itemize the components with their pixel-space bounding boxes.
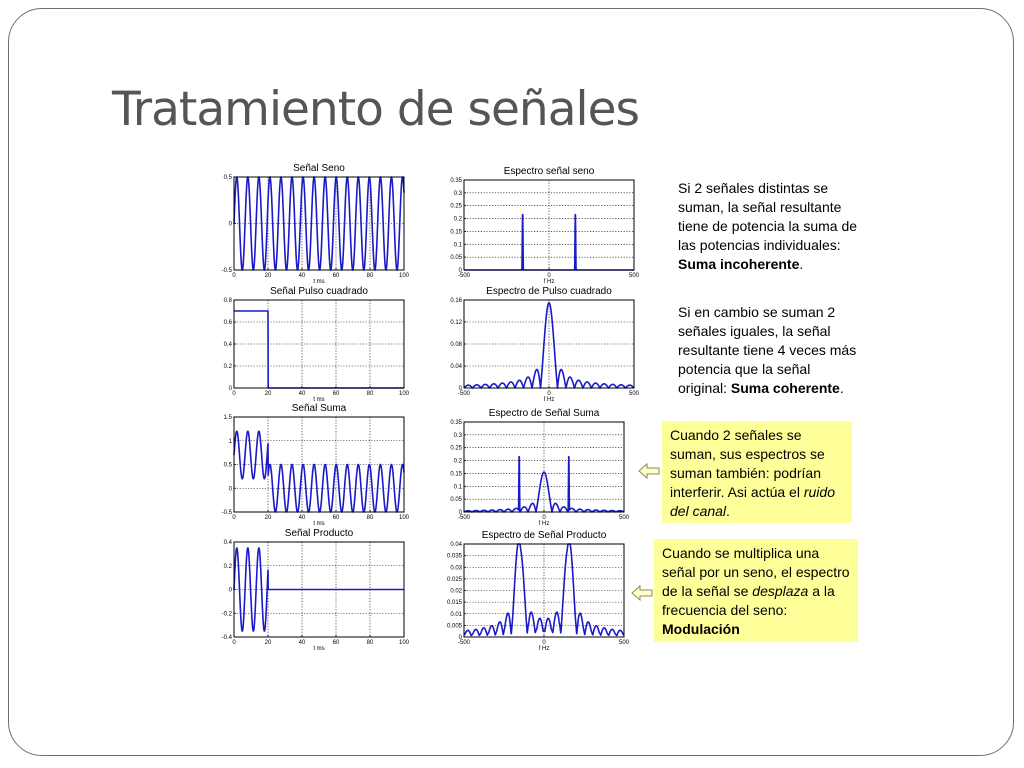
chart-title: Espectro de Señal Producto — [481, 530, 607, 541]
x-tick-label: 0 — [547, 391, 551, 397]
y-tick-label: 0.04 — [450, 542, 462, 548]
x-tick-label: -500 — [457, 391, 471, 397]
chart-grid — [234, 300, 404, 388]
y-tick-label: 0.005 — [446, 623, 462, 630]
x-tick-label: 0 — [232, 640, 236, 646]
y-tick-label: 0.05 — [450, 497, 462, 504]
y-tick-label: 0.2 — [453, 458, 462, 465]
x-tick-label: 80 — [366, 391, 374, 397]
product-callout-bold: Modulación — [662, 621, 740, 637]
y-tick-label: 0 — [458, 268, 462, 274]
y-tick-label: 0.3 — [453, 432, 462, 439]
x-tick-label: 100 — [398, 640, 410, 646]
y-tick-label: 0.8 — [223, 298, 232, 304]
y-tick-label: 0.6 — [223, 320, 232, 326]
x-tick-label: -500 — [457, 515, 471, 521]
y-tick-label: 0 — [228, 587, 232, 594]
y-tick-label: 0.015 — [446, 600, 462, 607]
chart-title: Espectro de Señal Suma — [488, 408, 600, 419]
y-tick-label: 0.035 — [446, 553, 462, 560]
y-tick-label: 0.2 — [223, 364, 232, 370]
x-tick-label: 500 — [618, 640, 630, 646]
x-tick-label: 0 — [232, 515, 236, 521]
series-line-suma — [234, 431, 404, 512]
y-tick-label: 0.35 — [450, 178, 462, 184]
x-tick-label: 100 — [398, 273, 410, 279]
x-tick-label: 40 — [298, 391, 306, 397]
y-tick-label: 0.2 — [223, 563, 232, 570]
y-tick-label: 0.15 — [450, 471, 462, 478]
y-tick-label: 0.03 — [450, 565, 462, 572]
chart-title: Espectro señal seno — [503, 166, 595, 177]
y-tick-label: 0.25 — [450, 203, 462, 210]
x-tick-label: 40 — [298, 515, 306, 521]
x-tick-label: 20 — [264, 273, 272, 279]
product-callout-italic: desplaza — [752, 583, 809, 599]
x-axis-label: t ms — [313, 646, 325, 652]
y-tick-label: 0.25 — [450, 445, 462, 452]
plot-spectrum-product — [440, 527, 640, 652]
y-tick-label: 0.15 — [450, 229, 462, 236]
y-tick-label: -0.5 — [221, 510, 232, 516]
y-tick-label: 0.5 — [223, 175, 232, 181]
coherent-sum-body: Si en cambio se suman 2 señales iguales, la señal resultante tiene 4 veces más potencia que la señal original: — [678, 304, 857, 396]
left-arrow-icon — [638, 462, 660, 480]
y-tick-label: 0.08 — [450, 342, 462, 348]
y-tick-label: -0.5 — [221, 268, 232, 274]
y-tick-label: 0.025 — [446, 576, 462, 583]
y-tick-label: 0 — [458, 635, 462, 641]
y-tick-label: 0.04 — [450, 364, 462, 370]
y-tick-label: 0.35 — [450, 420, 462, 426]
x-axis-label: t ms — [313, 397, 325, 403]
y-tick-label: 0.4 — [223, 342, 232, 348]
chart-grid — [464, 300, 634, 388]
y-tick-label: 0.1 — [453, 242, 462, 249]
x-axis-label: f Hz — [538, 646, 550, 652]
y-tick-label: 0 — [458, 510, 462, 516]
x-tick-label: 100 — [398, 391, 410, 397]
x-axis-label: f Hz — [543, 397, 555, 403]
plot-pulse — [210, 283, 420, 403]
chart-title: Señal Seno — [293, 163, 345, 174]
chart-title: Espectro de Pulso cuadrado — [486, 286, 612, 297]
y-tick-label: 0 — [228, 221, 232, 228]
plot-sine — [210, 160, 420, 285]
x-tick-label: 60 — [332, 273, 340, 279]
sum-callout — [662, 421, 852, 523]
y-tick-label: 1.5 — [223, 415, 232, 421]
y-tick-label: 0.12 — [450, 320, 462, 326]
product-callout-body-a: Cuando se multiplica una señal por un seno, el espectro de la señal se — [662, 545, 850, 599]
series-line-pulso — [234, 311, 404, 388]
y-tick-label: -0.4 — [221, 635, 232, 641]
y-tick-label: 0.2 — [453, 216, 462, 223]
y-tick-label: 0.01 — [450, 611, 462, 618]
coherent-sum-text — [678, 303, 858, 398]
chart-grid — [464, 422, 624, 512]
x-tick-label: 20 — [264, 391, 272, 397]
x-axis-label: t ms — [313, 521, 325, 527]
x-axis-label: f Hz — [538, 521, 550, 527]
coherent-sum-end: . — [839, 380, 844, 396]
incoherent-sum-end: . — [799, 256, 804, 272]
product-callout-body-b: a la frecuencia del seno: — [662, 583, 835, 618]
chart-grid — [464, 180, 634, 270]
x-tick-label: 80 — [366, 273, 374, 279]
left-arrow-icon — [631, 584, 653, 602]
x-axis-label: f Hz — [543, 279, 555, 285]
plot-spectrum-pulse — [440, 283, 650, 403]
x-axis-label: t ms — [313, 279, 325, 285]
plot-spectrum-sum — [440, 405, 640, 527]
x-tick-label: 500 — [628, 391, 640, 397]
x-tick-label: 0 — [547, 273, 551, 279]
x-tick-label: 60 — [332, 515, 340, 521]
chart-title: Señal Pulso cuadrado — [270, 286, 368, 297]
chart-title: Señal Suma — [291, 403, 347, 414]
y-tick-label: 0 — [228, 386, 232, 392]
x-tick-label: 80 — [366, 640, 374, 646]
x-tick-label: 20 — [264, 640, 272, 646]
x-tick-label: 100 — [398, 515, 410, 521]
y-tick-label: 0 — [458, 386, 462, 392]
x-tick-label: 0 — [232, 273, 236, 279]
sum-callout-body: Cuando 2 señales se suman, sus espectros se suman también: podrían interferir. Asi actúa el — [670, 427, 825, 500]
x-tick-label: 500 — [628, 273, 640, 279]
y-tick-label: 1 — [228, 438, 232, 445]
x-tick-label: 20 — [264, 515, 272, 521]
sum-callout-end: . — [726, 503, 730, 519]
y-tick-label: -0.2 — [221, 611, 232, 618]
product-callout — [654, 539, 858, 642]
x-tick-label: 0 — [542, 640, 546, 646]
chart-title: Señal Producto — [284, 528, 354, 539]
x-tick-label: 40 — [298, 273, 306, 279]
slide-title: Tratamiento de señales — [112, 82, 639, 137]
x-tick-label: 40 — [298, 640, 306, 646]
x-tick-label: 0 — [542, 515, 546, 521]
plot-spectrum-sine — [440, 163, 650, 285]
y-tick-label: 0.5 — [223, 462, 232, 469]
chart-grid — [464, 544, 624, 637]
x-tick-label: 80 — [366, 515, 374, 521]
x-tick-label: 60 — [332, 640, 340, 646]
x-tick-label: 0 — [232, 391, 236, 397]
x-tick-label: 60 — [332, 391, 340, 397]
plot-sum — [210, 400, 420, 527]
y-tick-label: 0 — [228, 486, 232, 493]
y-tick-label: 0.4 — [223, 540, 232, 546]
x-tick-label: 500 — [618, 515, 630, 521]
plot-product — [210, 525, 420, 652]
y-tick-label: 0.02 — [450, 588, 462, 595]
x-tick-label: -500 — [457, 273, 471, 279]
y-tick-label: 0.1 — [453, 484, 462, 491]
incoherent-sum-bold: Suma incoherente — [678, 256, 800, 272]
x-tick-label: -500 — [457, 640, 471, 646]
y-tick-label: 0.3 — [453, 190, 462, 197]
incoherent-sum-body: Si 2 señales distintas se suman, la señal resultante tiene de potencia la suma de las potencias individuales: — [678, 180, 858, 253]
sum-callout-italic: ruido del canal — [670, 484, 835, 519]
coherent-sum-bold: Suma coherente — [730, 380, 840, 396]
incoherent-sum-text — [678, 179, 858, 274]
y-tick-label: 0.16 — [450, 298, 462, 304]
y-tick-label: 0.05 — [450, 255, 462, 262]
